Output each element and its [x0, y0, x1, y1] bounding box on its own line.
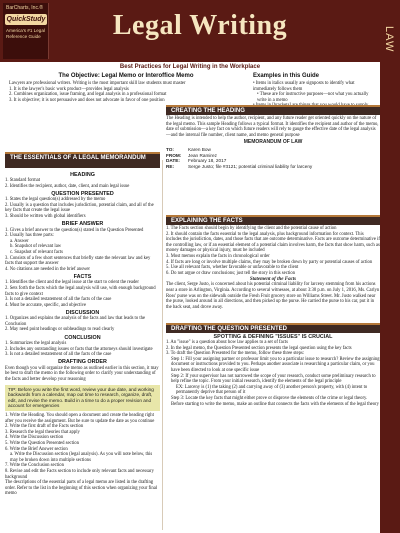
memo-sample — [166, 140, 380, 169]
list-item: 6. Write the Brief Answer section — [5, 446, 68, 452]
list-item: 3. Is not a detailed restatement of all the facts of the case — [5, 352, 112, 358]
objective-body — [9, 81, 243, 103]
law-side-tab — [380, 0, 400, 533]
list-item: Step 3: Locate the key facts that might either prove or disprove the elements of the crime or legal theory. Before starting to write the memo, make an outline that connects the facts with the elements of the legal theory — [171, 395, 380, 407]
list-item: 1. Summarizes the legal analysis — [5, 341, 67, 347]
list-item: 2. Identifies the recipient, author, date, client, and main legal issue — [5, 183, 130, 189]
header-banner — [0, 0, 400, 62]
essentials-conclusion-h: CONCLUSION — [64, 334, 101, 341]
drafting-note: The descriptions of the essential parts of a legal memo are listed in the drafting order. Refer to the list in the beginning of this section when organizing your final memo — [5, 480, 158, 497]
list-item: 2. Usually is a question that includes jurisdiction, potential claim, and all of the key facts that create the legal issue — [5, 202, 154, 214]
list-item: 4. No citations are needed in the brief answer — [5, 266, 90, 272]
statement-of-facts-body: The client, Serge Justo, is concerned about his potential criminal liability for larceny stemming from his actions near a store in Arlington, Virginia. According to several witnesses, at about 3:30 p.m. on July 1, 2016, Ms. Carlyn Ross' purse was on the sidewalk outside the Fresh Fruit grocery store on Williams Street. Mr. Justo walked near the purse, looked around in all directions, and then picked up the purse. He carried the purse to his car, put it in the back seat, and drove away. — [166, 282, 380, 310]
list-item: 8. Revise and edit the Facts section to include only relevant facts and necessary background — [5, 468, 154, 480]
essentials-discussion-h: DISCUSSION — [65, 309, 100, 316]
page-title: Legal Writing — [112, 10, 288, 41]
essentials-section-bar: THE ESSENTIALS OF A LEGAL MEMORANDUM — [5, 152, 160, 168]
heading-section — [166, 105, 380, 205]
memo-key: DATE: — [166, 158, 180, 164]
heading-section-bar: CREATING THE HEADING — [166, 105, 380, 115]
list-item: EX: Larceny is (1) the taking (2) and carrying away of (3) another person's property, with (4) intent to permanently deprive that person of it — [176, 384, 368, 396]
essentials-ba-h: BRIEF ANSWER — [61, 221, 104, 228]
memo-row — [166, 164, 380, 170]
essentials-drafting-h: DRAFTING ORDER — [58, 359, 107, 366]
list-item: 2. May need point headings or subheadings to read clearly — [5, 327, 115, 333]
facts-section-body — [166, 226, 380, 310]
essentials-heading-h: HEADING — [70, 171, 95, 178]
column-divider — [162, 160, 163, 530]
list-item: c. Snapshot of relevant facts — [10, 249, 63, 255]
list-item: 2. It should contain the facts essential to the legal analysis, plus background information for context. This includes the jurisdiction, dates, and those facts that are outcome determinative. Facts are outcome determinative if the controlling law, or if an essential element of a potential claim involves harm, the facts that show harm, such as money damages or physical injury, must be included — [166, 231, 380, 254]
list-item: 2. Write the first draft of the Facts section — [5, 424, 84, 430]
page-subtitle: Best Practices for Legal Writing in the Workplace — [119, 64, 261, 70]
list-item: a. Answer — [10, 238, 29, 244]
essentials-qp-h: QUESTION PRESENTED — [51, 190, 114, 197]
list-item: 3. Should be written with global identifiers — [5, 213, 86, 219]
memo-key: RE: — [166, 163, 175, 169]
list-item: a. Write the Discussion section (legal analysis). As you will note below, this may be broken down into multiple sections — [10, 452, 153, 463]
list-item: 2. Sets forth the facts which the legal analysis will use, with enough background facts to give context — [5, 285, 156, 297]
list-item: Step 2: If your supervisor has not narrowed the scope of your research, conduct some preliminary research to help refine the topic. From your initial research, identify the elements of the legal principle — [171, 373, 376, 385]
statement-of-facts-title: Statement of the Facts — [249, 277, 297, 283]
publisher-name: BarCharts, Inc.® — [6, 5, 44, 11]
examples-item: • These are for instructive purposes—not what you actually write in a memo — [257, 92, 369, 103]
list-item: 3. Most memos explain the facts in chronological order — [166, 253, 270, 259]
list-item: 1. Gives a brief answer to the question(s) stated in the Question Presented — [5, 227, 144, 233]
list-item: 3. To draft the Question Presented for the memo, follow these three steps: — [166, 351, 305, 357]
list-item: 4. Must be accurate, specific, and objective — [5, 302, 87, 308]
list-item: 1. Identifies the client and the legal issue at the start to orient the reader — [5, 280, 139, 286]
list-item: 2. Usually has three parts: — [5, 233, 54, 239]
memo-value: Karen Bow — [188, 146, 211, 152]
list-item: 1. The Facts section should begin by identifying the client and the potential cause of action — [166, 226, 337, 231]
brand-tagline: America's #1 Legal Reference Guide — [6, 28, 45, 39]
facts-section — [166, 215, 380, 310]
heading-description: The Heading is intended to help the author, recipient, and any future reader get oriented quickly on the nature of the legal memo. This sample Heading follows a typical format. It identifies the recipient and author of the memo, date of submission—a key fact on which future readers will rely to gauge the effective date of the legal analysis—and the internal file number, client name, and memo general purpose — [166, 116, 379, 138]
list-item: b. Snapshot of relevant law — [10, 244, 62, 250]
memo-value: Jean Ramirez — [188, 152, 217, 158]
list-item: 3. Is not a detailed restatement of all the facts of the case — [5, 297, 112, 303]
list-item: Step 1: Fill your assigning partner or professor limit you to a particular issue to research? Review the assigning document or instructions provided to you. Perhaps another associate is researching a particular claim, or you have been directed to look at one specific issue — [171, 356, 380, 373]
list-item: 3. Research the legal theories that apply — [5, 429, 80, 435]
drafting-intro: Even though you will organize the memo as outlined earlier in this section, it may be best to draft the memo in the following order to clarify your understanding of the facts and better develop your reasoning — [5, 365, 159, 383]
list-item: 1. States the legal question(s) addressed by the memo — [5, 197, 106, 203]
list-item: 2. Includes any outstanding issues or facts that the attorneys should investigate — [5, 346, 153, 352]
list-item: 6. Do not argue or draw conclusions; just tell the story in this section — [166, 270, 296, 276]
list-item: 5. Use all relevant facts, whether favorable or unfavorable to the client — [166, 265, 299, 271]
memo-value: February 18, 2017 — [188, 158, 227, 164]
memo-key: FROM: — [166, 152, 182, 158]
tip-callout: TIP: Before you write the first word, review your due date, and working backwards from a calendar, map out time to research, organize, draft, edit, and revise the memo. Build in a time to do a proper revision and account for emergencies — [5, 385, 160, 411]
list-item: 1. Organizes and explains the analysis of the facts and law that leads to the Conclusion — [5, 316, 146, 327]
question-presented-bar: DRAFTING THE QUESTION PRESENTED — [166, 323, 380, 333]
list-item: 1. An "issue" is a question about how law applies to a set of facts — [166, 340, 288, 345]
essentials-facts-h: FACTS — [73, 273, 92, 280]
essentials-column — [5, 170, 160, 532]
memo-key: TO: — [166, 146, 174, 152]
law-tab-label: LAW — [383, 26, 395, 53]
list-item: 4. Write the Discussion section — [5, 435, 64, 441]
facts-section-bar: EXPLAINING THE FACTS — [166, 215, 380, 225]
list-item: 5. Write the Question Presented section — [5, 440, 79, 446]
list-item: 4. If facts are long or involve multiple claims, they may be broken down by party or potential causes of action — [166, 259, 373, 265]
list-item: 1. Standard format — [5, 178, 41, 183]
question-presented-body — [166, 334, 380, 407]
objective-point: 3. It is objective; it is not persuasive and does not advocate in favor of one position — [9, 97, 165, 103]
objective-title: The Objective: Legal Memo or Interoffice Memo — [58, 73, 194, 79]
examples-item: • Items in italics usually are signposts to identify what immediately follows them — [253, 81, 355, 92]
examples-title: Examples in this Guide — [253, 73, 320, 79]
list-item: 2. In the legal memo, the Question Presented section presents the legal question using the key facts — [166, 345, 352, 351]
question-presented-section — [166, 323, 380, 528]
list-item: 1. Write the Heading. You should open a document and create the heading right after you receive the assignment. But be sure to update the date as you continue — [5, 413, 155, 424]
objective-intro: Lawyers are professional writers. Writing is the most important skill law students must master — [9, 81, 186, 86]
heading-section-body — [166, 116, 380, 169]
memo-title: MEMORANDUM OF LAW — [243, 139, 303, 146]
objective-point: 1. It is the lawyer's basic work product—provides legal analysis — [9, 86, 129, 92]
quickstudy-logo: QuickStudy — [6, 16, 46, 23]
memo-value: Serge Justo; file #3121; potential criminal liability for larceny — [188, 163, 313, 169]
list-item: 3. Consists of a few short sentences that briefly state the relevant law and key facts that support the answer — [5, 255, 151, 267]
objective-point: 2. Combines organization, issue framing, and legal analysis in a professional format — [9, 92, 167, 98]
list-item: 7. Write the Conclusion section — [5, 463, 64, 469]
issues-heading: SPOTTING & DEFINING "ISSUES" IS CRUCIAL — [213, 334, 333, 340]
